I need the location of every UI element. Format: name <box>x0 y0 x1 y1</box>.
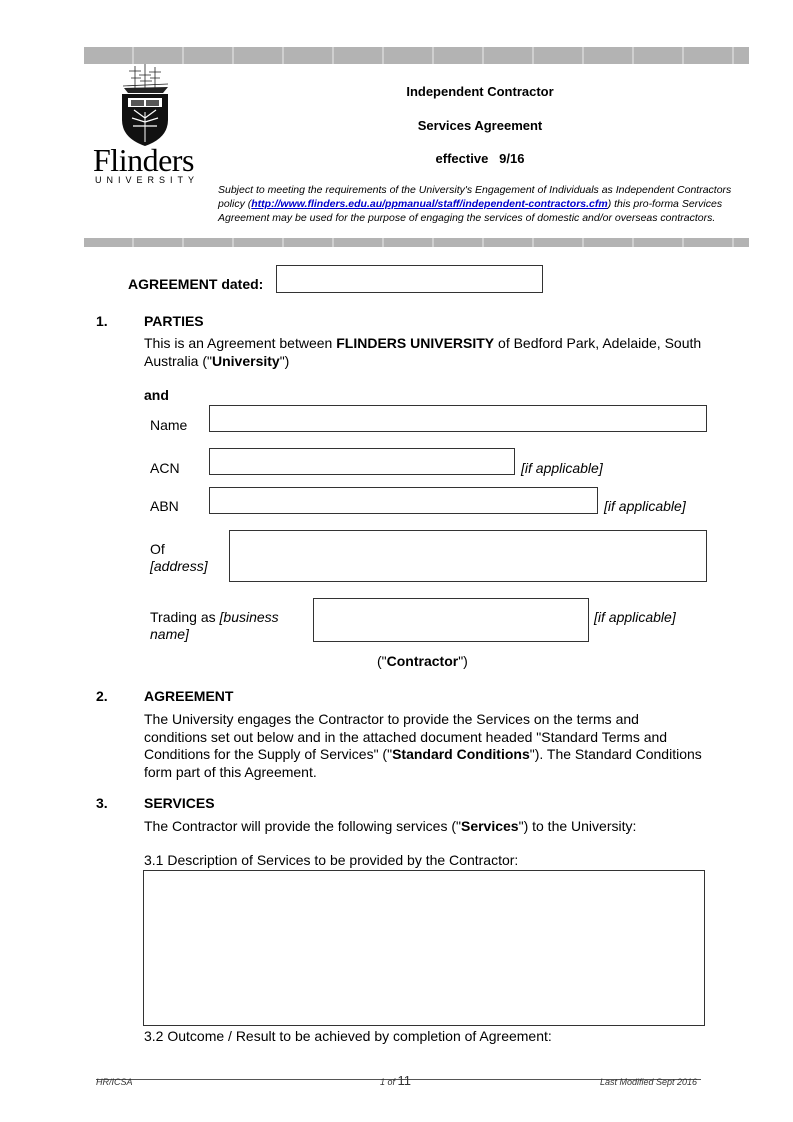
doc-effective <box>380 151 580 166</box>
doc-title-line1: Independent Contractor <box>406 84 554 99</box>
footer-page <box>380 1073 411 1088</box>
section2-title: AGREEMENT <box>144 688 234 704</box>
university-logo <box>88 62 203 185</box>
agreement-dated-label: AGREEMENT dated: <box>128 276 264 292</box>
abn-label: ABN <box>150 498 179 514</box>
acn-hint: [if applicable] <box>521 460 603 476</box>
section1-university-term: University <box>212 352 280 369</box>
section2-text-c: "). The Standard Conditions form part of this Agreement. <box>144 746 702 780</box>
doc-title-line2: Services Agreement <box>417 118 543 133</box>
services-description-field[interactable] <box>143 870 705 1026</box>
trading-name-field[interactable] <box>313 598 589 642</box>
effective-label: effective <box>435 151 489 166</box>
page-total: 11 <box>397 1073 412 1088</box>
acn-label: ACN <box>150 460 180 476</box>
policy-note <box>218 183 738 225</box>
section1-university-name: FLINDERS UNIVERSITY <box>336 335 495 351</box>
logo-wordmark: Flinders <box>93 142 194 178</box>
trading-as-text: Trading as <box>150 609 220 625</box>
standard-conditions-term: Standard Conditions <box>392 746 530 762</box>
trading-applicable-hint: [if applicable] <box>594 609 676 625</box>
of-label: Of <box>150 541 165 557</box>
section2-text <box>144 711 704 781</box>
page-prefix: 1 of <box>380 1077 398 1087</box>
effective-value: 9/16 <box>499 151 525 166</box>
section1-text-e: ") <box>279 352 290 369</box>
name-label: Name <box>150 417 188 433</box>
note-text-end: ) this pro-forma Services Agreement may be used for the purpose of engaging the services of domestic and/or overseas contractors. <box>218 198 723 224</box>
section3-text-c: ") to the University: <box>518 818 637 834</box>
section3-title: SERVICES <box>144 795 215 811</box>
header-bottom-band <box>84 238 749 247</box>
logo-subtitle: UNIVERSITY <box>95 175 200 185</box>
contractor-definition <box>377 653 468 669</box>
section1-number: 1. <box>96 313 108 329</box>
address-hint: [address] <box>150 558 208 574</box>
abn-hint: [if applicable] <box>604 498 686 514</box>
section2-number: 2. <box>96 688 108 704</box>
services-term: Services <box>460 818 519 834</box>
and-label: and <box>144 387 169 403</box>
note-text-start: Subject to meeting the requirements of the University's Engagement of Individuals as Independent Contractors policy ( <box>218 184 732 210</box>
abn-field[interactable] <box>209 487 598 514</box>
services-description-label: 3.1 Description of Services to be provided by the Contractor: <box>144 852 519 868</box>
section1-title: PARTIES <box>144 313 204 329</box>
acn-field[interactable] <box>209 448 515 475</box>
section3-text <box>144 818 704 836</box>
section1-text-a: This is an Agreement between <box>144 335 337 351</box>
section3-text-a: The Contractor will provide the following services (" <box>144 818 461 834</box>
policy-link[interactable]: http://www.flinders.edu.au/ppmanual/staff/independent-contractors.cfm <box>251 198 608 210</box>
section3-number: 3. <box>96 795 108 811</box>
contractor-open: (" <box>377 653 387 669</box>
name-field[interactable] <box>209 405 707 432</box>
section2-text-a: The University engages the Contractor to provide the Services on the terms and conditions set out below and in the attached document headed "Standard Terms and Conditions for the Supply of Services" (" <box>144 711 668 762</box>
footer-right: Last Modified Sept 2016 <box>600 1077 698 1087</box>
footer-left: HR/ICSA <box>96 1077 133 1087</box>
section1-text-c: of Bedford Park, Adelaide, South Australia (" <box>144 335 702 369</box>
outcome-label: 3.2 Outcome / Result to be achieved by completion of Agreement: <box>144 1028 552 1044</box>
contractor-term: Contractor <box>386 653 459 669</box>
agreement-date-field[interactable] <box>276 265 543 293</box>
address-field[interactable] <box>229 530 707 582</box>
contractor-close: ") <box>458 653 468 669</box>
business-name-hint: [business name] <box>150 609 279 642</box>
ship-shield-icon <box>88 62 203 148</box>
section1-text <box>144 335 704 370</box>
trading-label <box>150 609 300 643</box>
